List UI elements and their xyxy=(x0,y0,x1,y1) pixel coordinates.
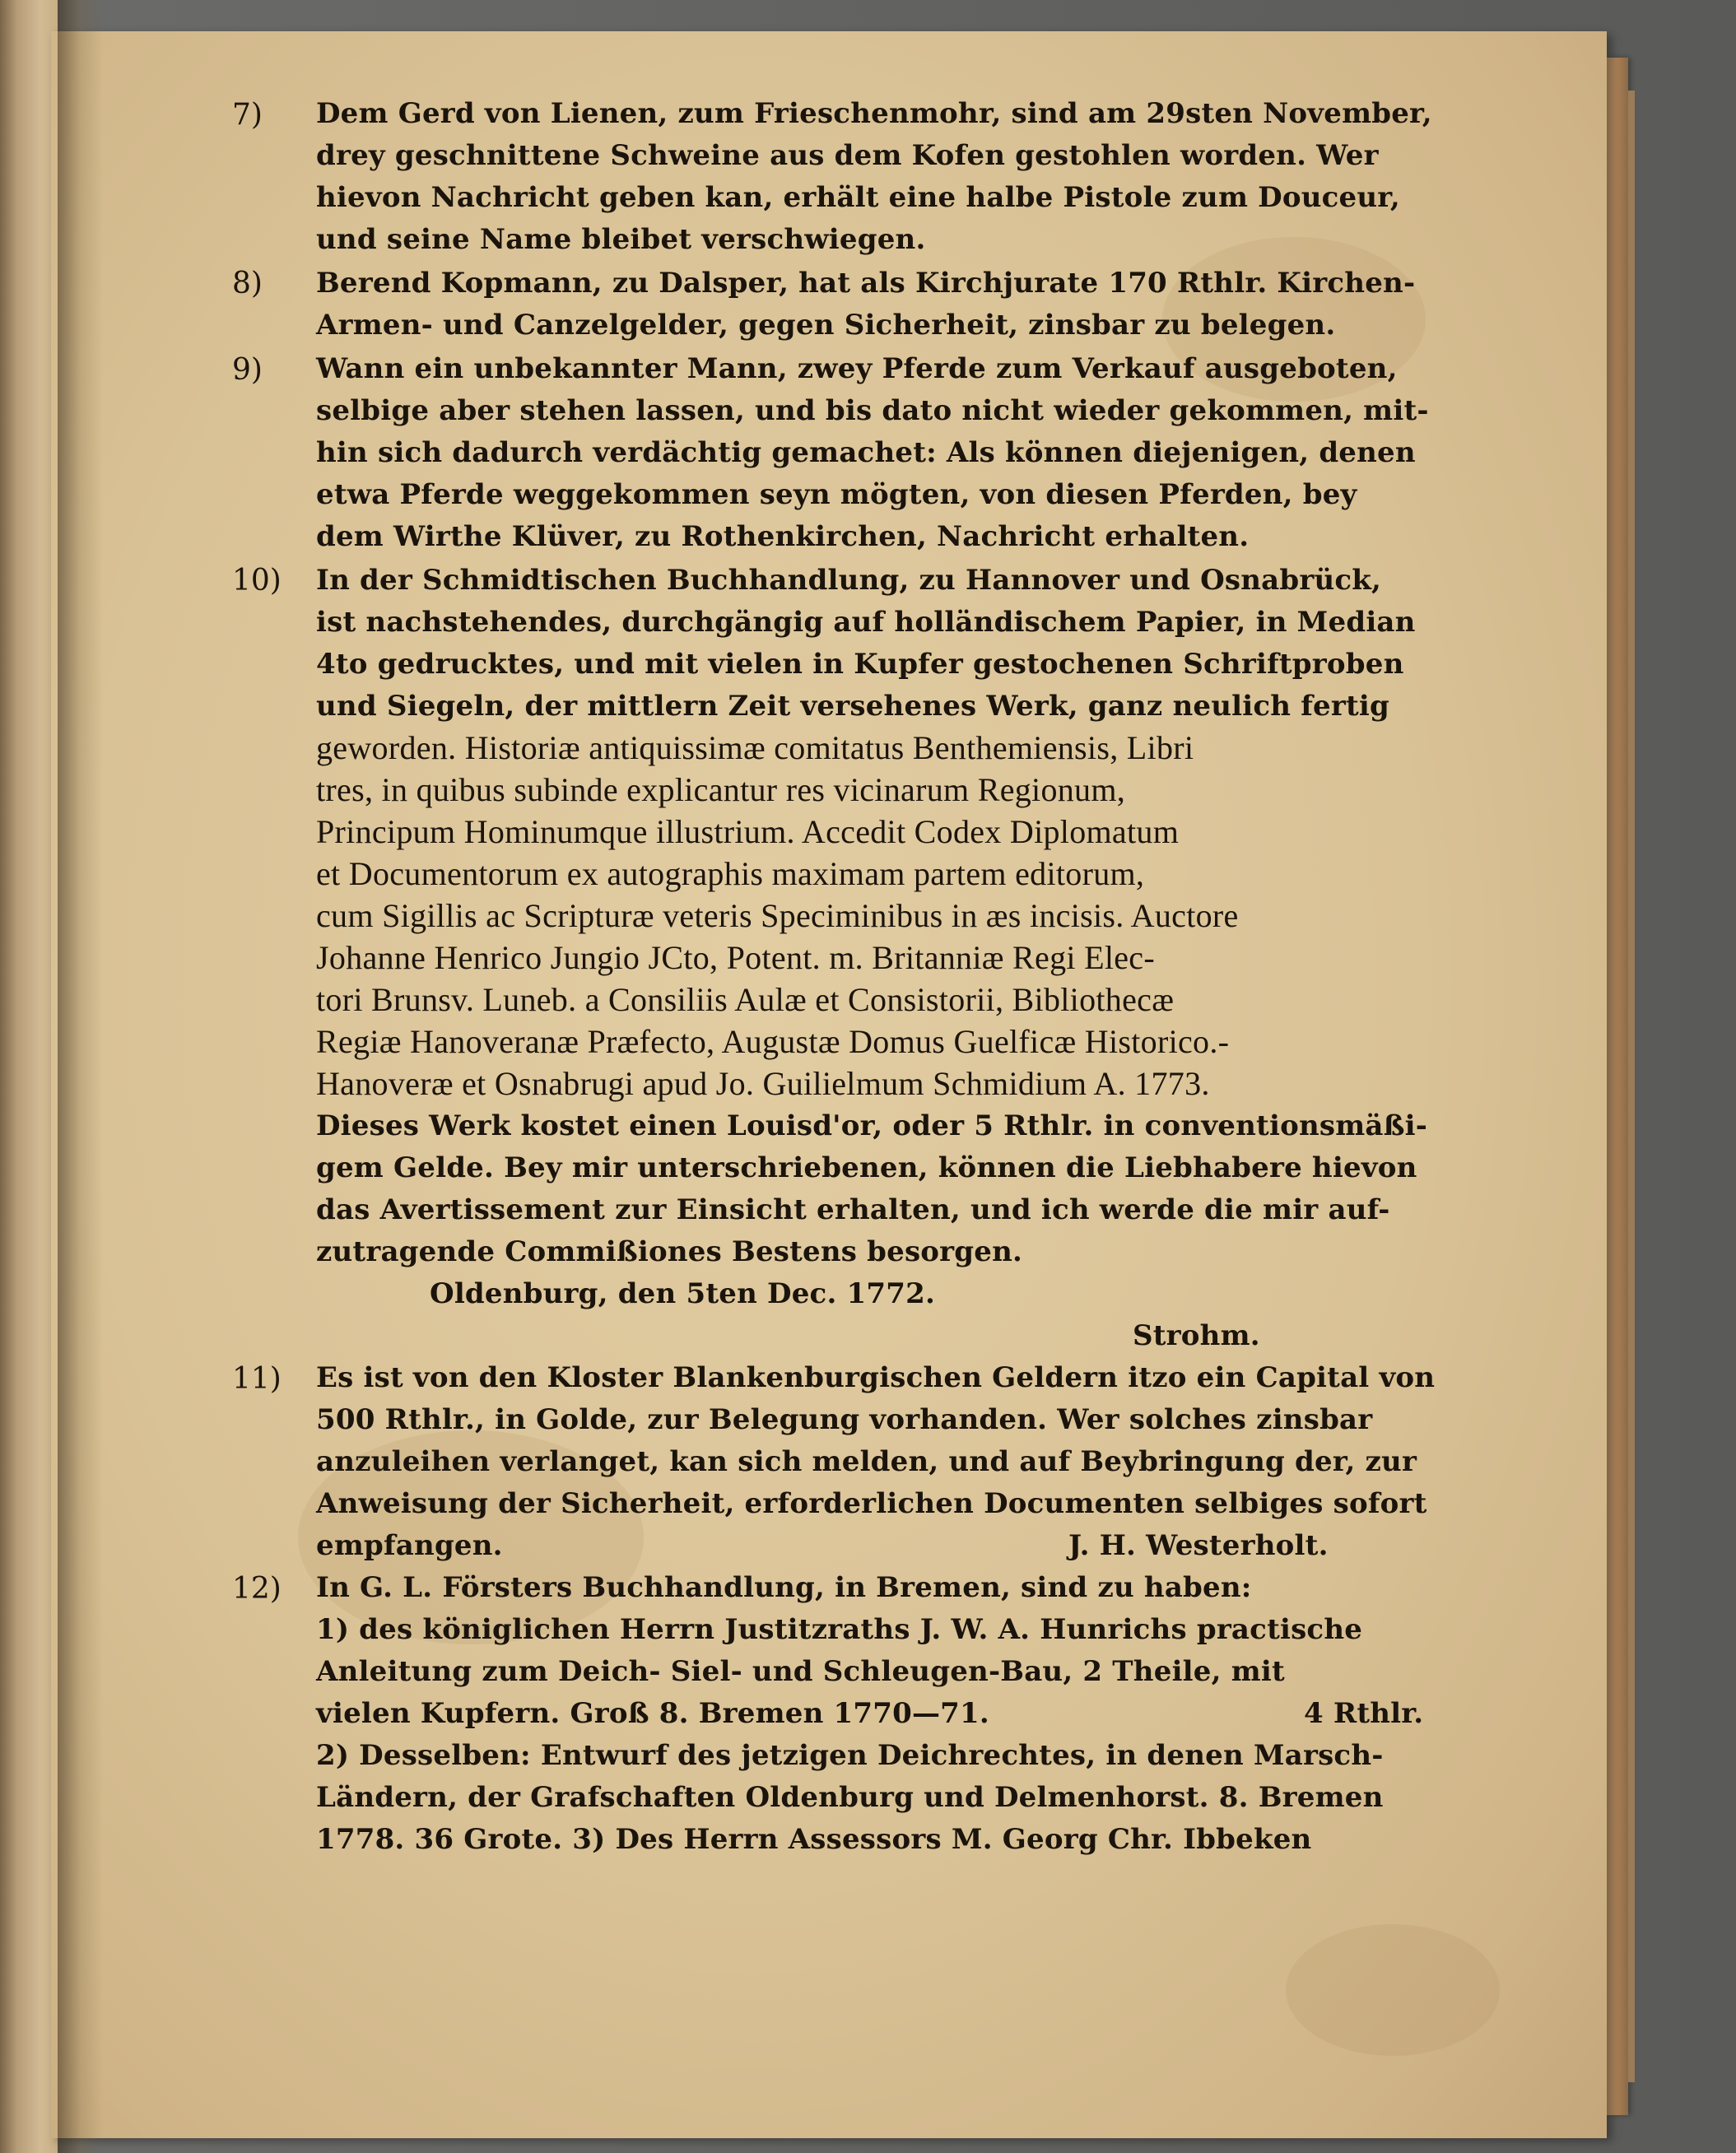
text-line: vielen Kupfern. Groß 8. Bremen 1770—71. xyxy=(316,1697,989,1730)
text-line: Hanoveræ et Osnabrugi apud Jo. Guilielmum Schmidium A. 1773. xyxy=(316,1065,1210,1102)
text-line: zutragende Commißiones Bestens besorgen. xyxy=(316,1235,1023,1268)
document-page xyxy=(51,31,1607,2138)
text-line: empfangen. xyxy=(316,1529,503,1562)
text-line: Berend Kopmann, zu Dalsper, hat als Kirchjurate 170 Rthlr. Kirchen- xyxy=(316,267,1416,300)
text-line: In G. L. Försters Buchhandlung, in Bremen, sind zu haben: xyxy=(316,1571,1252,1604)
text-line: dem Wirthe Klüver, zu Rothenkirchen, Nachricht erhalten. xyxy=(316,520,1250,553)
text-line: Johanne Henrico Jungio JCto, Potent. m. Britanniæ Regi Elec- xyxy=(316,939,1155,976)
text-line: das Avertissement zur Einsicht erhalten, und ich werde die mir auf- xyxy=(316,1193,1390,1226)
left-page-edge xyxy=(0,0,58,2153)
text-line: und seine Name bleibet verschwiegen. xyxy=(316,223,926,256)
text-line: 2) Desselben: Entwurf des jetzigen Deichrechtes, in denen Marsch- xyxy=(316,1739,1384,1772)
dateline: Oldenburg, den 5ten Dec. 1772. xyxy=(430,1277,935,1310)
item-number: 8) xyxy=(232,267,263,300)
text-line: ist nachstehendes, durchgängig auf holländischem Papier, in Median xyxy=(316,606,1416,639)
item-number: 10) xyxy=(232,564,282,598)
item-number: 7) xyxy=(232,98,263,132)
text-line: hin sich dadurch verdächtig gemachet: Als können diejenigen, denen xyxy=(316,436,1416,469)
text-line: Armen- und Canzelgelder, gegen Sicherheit, zinsbar zu belegen. xyxy=(316,309,1336,342)
signature: Strohm. xyxy=(1133,1319,1260,1352)
page-edge-right-inner xyxy=(1628,91,1635,2082)
text-line: Es ist von den Kloster Blankenburgischen Geldern itzo ein Capital von xyxy=(316,1361,1436,1394)
text-line: Wann ein unbekannter Mann, zwey Pferde zum Verkauf ausgeboten, xyxy=(316,352,1398,385)
text-line: Anweisung der Sicherheit, erforderlichen Documenten selbiges sofort xyxy=(316,1487,1427,1520)
text-line: anzuleihen verlanget, kan sich melden, und auf Beybringung der, zur xyxy=(316,1445,1417,1478)
text-line: Dem Gerd von Lienen, zum Frieschenmohr, sind am 29sten November, xyxy=(316,97,1432,130)
text-line: und Siegeln, der mittlern Zeit versehenes Werk, ganz neulich fertig xyxy=(316,690,1389,723)
text-line: cum Sigillis ac Scripturæ veteris Speciminibus in æs incisis. Auctore xyxy=(316,897,1239,934)
spine-shadow xyxy=(58,0,103,2153)
text-line: et Documentorum ex autographis maximam partem editorum, xyxy=(316,855,1145,892)
signature: J. H. Westerholt. xyxy=(1068,1529,1329,1562)
text-line: 1) des königlichen Herrn Justitzraths J. W. A. Hunrichs practische xyxy=(316,1613,1363,1646)
item-number: 9) xyxy=(232,353,263,387)
text-line: hievon Nachricht geben kan, erhält eine halbe Pistole zum Douceur, xyxy=(316,181,1400,214)
text-line: tres, in quibus subinde explicantur res vicinarum Regionum, xyxy=(316,771,1126,808)
text-line: 500 Rthlr., in Golde, zur Belegung vorhanden. Wer solches zinsbar xyxy=(316,1403,1373,1436)
text-line: 1778. 36 Grote. 3) Des Herrn Assessors M. Georg Chr. Ibbeken xyxy=(316,1823,1312,1856)
text-line: In der Schmidtischen Buchhandlung, zu Hannover und Osnabrück, xyxy=(316,564,1382,597)
text-line: 4to gedrucktes, und mit vielen in Kupfer gestochenen Schriftproben xyxy=(316,648,1404,681)
text-line: selbige aber stehen lassen, und bis dato nicht wieder gekommen, mit- xyxy=(316,394,1429,427)
text-line: gem Gelde. Bey mir unterschriebenen, können die Liebhabere hievon xyxy=(316,1151,1417,1184)
price: 4 Rthlr. xyxy=(1304,1697,1424,1730)
item-number: 11) xyxy=(232,1362,282,1396)
text-line: etwa Pferde weggekommen seyn mögten, von diesen Pferden, bey xyxy=(316,478,1357,511)
item-number: 12) xyxy=(232,1572,282,1606)
text-line: drey geschnittene Schweine aus dem Kofen gestohlen worden. Wer xyxy=(316,139,1379,172)
text-line: Principum Hominumque illustrium. Accedit Codex Diplomatum xyxy=(316,813,1180,850)
text-line: geworden. Historiæ antiquissimæ comitatus Benthemiensis, Libri xyxy=(316,729,1194,766)
text-block xyxy=(51,31,1607,2138)
text-line: Regiæ Hanoveranæ Præfecto, Augustæ Domus Guelficæ Historico.- xyxy=(316,1023,1230,1060)
text-line: Dieses Werk kostet einen Louisd'or, oder 5 Rthlr. in conventionsmäßi- xyxy=(316,1109,1428,1142)
text-line: Ländern, der Grafschaften Oldenburg und Delmenhorst. 8. Bremen xyxy=(316,1781,1384,1814)
page-edge-right xyxy=(1607,58,1628,2115)
text-line: tori Brunsv. Luneb. a Consiliis Aulæ et Consistorii, Bibliothecæ xyxy=(316,981,1175,1018)
text-line: Anleitung zum Deich- Siel- und Schleugen-Bau, 2 Theile, mit xyxy=(316,1655,1285,1688)
